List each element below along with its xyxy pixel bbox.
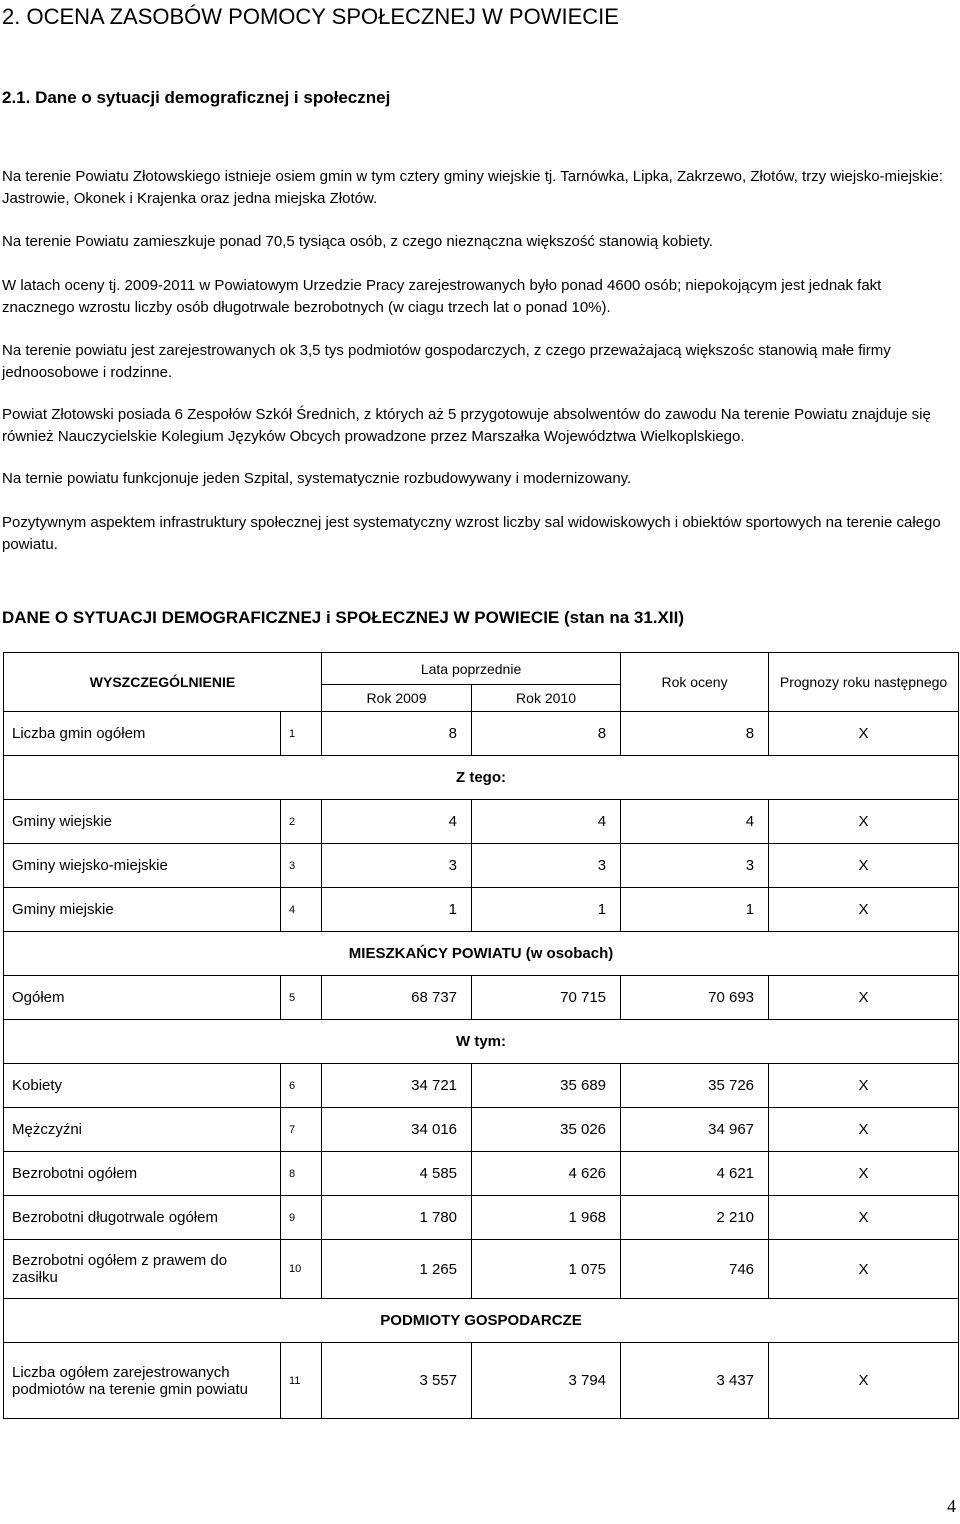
row-index: 9 [281, 1196, 322, 1240]
row-label: Mężczyźni [4, 1108, 281, 1152]
value-2009: 1 265 [322, 1240, 472, 1299]
table-title: DANE O SYTUACJI DEMOGRAFICZNEJ i SPOŁECZNEJ W POWIECIE (stan na 31.XII) [2, 608, 684, 627]
table-row [4, 1152, 959, 1196]
row-label: Liczba gmin ogółem [4, 712, 281, 756]
paragraph-schools: Powiat Złotowski posiada 6 Zespołów Szkół Średnich, z których aż 5 przygotowuje absolwentów do zawodu Na terenie Powiatu znajduje się również Nauczycielskie Kolegium Języków Obcych prowadzone przez Marszałka Województwa Wielkoplskiego. [2, 406, 931, 445]
section-row-z-tego: Z tego: [4, 756, 959, 800]
value-2010: 70 715 [472, 976, 621, 1020]
value-forecast: X [769, 844, 959, 888]
value-2010: 3 [472, 844, 621, 888]
value-current: 4 [621, 800, 769, 844]
value-forecast: X [769, 800, 959, 844]
table-row [4, 888, 959, 932]
paragraph-gminy: Na terenie Powiatu Złotowskiego istnieje osiem gmin w tym cztery gminy wiejskie tj. Tarnówka, Lipka, Zakrzewo, Złotów, trzy wiejsko-miejskie: Jastrowie, Okonek i Krajenka oraz jedna miejska Złotów. [2, 168, 943, 207]
value-2009: 68 737 [322, 976, 472, 1020]
paragraph-hospital: Na ternie powiatu funkcjonuje jeden Szpital, systematycznie rozbudowywany i modernizowany. [2, 470, 632, 487]
value-forecast: X [769, 1152, 959, 1196]
value-current: 4 621 [621, 1152, 769, 1196]
row-label: Liczba ogółem zarejestrowanych podmiotów na terenie gmin powiatu [4, 1343, 281, 1419]
value-current: 3 [621, 844, 769, 888]
row-index: 8 [281, 1152, 322, 1196]
table-row [4, 1064, 959, 1108]
header-year-2010: Rok 2010 [472, 685, 621, 712]
section-row-w-tym: W tym: [4, 1020, 959, 1064]
value-2010: 4 [472, 800, 621, 844]
value-forecast: X [769, 1240, 959, 1299]
row-label: Gminy wiejskie [4, 800, 281, 844]
value-forecast: X [769, 1108, 959, 1152]
page-number: 4 [947, 1496, 956, 1516]
table-row [4, 1196, 959, 1240]
value-2009: 4 [322, 800, 472, 844]
value-forecast: X [769, 1196, 959, 1240]
table-row [4, 976, 959, 1020]
row-label: Bezrobotni ogółem z prawem do zasiłku [4, 1240, 281, 1299]
row-index: 7 [281, 1108, 322, 1152]
value-current: 34 967 [621, 1108, 769, 1152]
value-2010: 1 075 [472, 1240, 621, 1299]
paragraph-unemployment: W latach oceny tj. 2009-2011 w Powiatowym Urzedzie Pracy zarejestrowanych było ponad 4600 osób; niepokojącym jest jednak fakt znacznego wzrostu liczby osób długotrwale bezrobotnych (w ciagu trzech lat o ponad 10%). [2, 277, 882, 316]
value-2009: 3 [322, 844, 472, 888]
value-current: 3 437 [621, 1343, 769, 1419]
table-row [4, 1108, 959, 1152]
value-current: 2 210 [621, 1196, 769, 1240]
value-2010: 8 [472, 712, 621, 756]
section-row-podmioty: PODMIOTY GOSPODARCZE [4, 1299, 959, 1343]
value-2009: 1 [322, 888, 472, 932]
value-2010: 1 [472, 888, 621, 932]
value-forecast: X [769, 976, 959, 1020]
row-label: Gminy wiejsko-miejskie [4, 844, 281, 888]
value-2010: 1 968 [472, 1196, 621, 1240]
header-prev-years: Lata poprzednie [322, 653, 621, 685]
value-2010: 35 689 [472, 1064, 621, 1108]
table-row [4, 844, 959, 888]
row-index: 1 [281, 712, 322, 756]
row-index: 6 [281, 1064, 322, 1108]
paragraph-businesses: Na terenie powiatu jest zarejestrowanych ok 3,5 tys podmiotów gospodarczych, z czego przeważajacą większośc stanowią małe firmy jednoosobowe i rodzinne. [2, 342, 891, 381]
value-2010: 4 626 [472, 1152, 621, 1196]
value-2009: 4 585 [322, 1152, 472, 1196]
header-year-2009: Rok 2009 [322, 685, 472, 712]
value-2010: 3 794 [472, 1343, 621, 1419]
section-row-mieszkancy: MIESZKAŃCY POWIATU (w osobach) [4, 932, 959, 976]
value-forecast: X [769, 1064, 959, 1108]
header-forecast: Prognozy roku następnego [769, 653, 959, 712]
row-index: 5 [281, 976, 322, 1020]
section-heading: 2. OCENA ZASOBÓW POMOCY SPOŁECZNEJ W POWIECIE [2, 4, 619, 29]
row-index: 3 [281, 844, 322, 888]
value-2009: 1 780 [322, 1196, 472, 1240]
row-label: Kobiety [4, 1064, 281, 1108]
value-2010: 35 026 [472, 1108, 621, 1152]
value-current: 8 [621, 712, 769, 756]
table-row [4, 1240, 959, 1299]
table-row [4, 712, 959, 756]
paragraph-infrastructure: Pozytywnym aspektem infrastruktury społecznej jest systematyczny wzrost liczby sal widowiskowych i obiektów sportowych na terenie całego powiatu. [2, 514, 941, 553]
value-current: 746 [621, 1240, 769, 1299]
header-current-year: Rok oceny [621, 653, 769, 712]
row-label: Bezrobotni długotrwale ogółem [4, 1196, 281, 1240]
value-2009: 8 [322, 712, 472, 756]
row-index: 4 [281, 888, 322, 932]
value-2009: 34 016 [322, 1108, 472, 1152]
value-current: 1 [621, 888, 769, 932]
row-index: 10 [281, 1240, 322, 1299]
paragraph-population: Na terenie Powiatu zamieszkuje ponad 70,5 tysiąca osób, z czego nieznączna większość stanowią kobiety. [2, 233, 713, 250]
demographic-table [3, 652, 959, 1419]
row-label: Gminy miejskie [4, 888, 281, 932]
subsection-heading: 2.1. Dane o sytuacji demograficznej i społecznej [2, 88, 391, 107]
row-index: 11 [281, 1343, 322, 1419]
value-forecast: X [769, 1343, 959, 1419]
value-2009: 34 721 [322, 1064, 472, 1108]
value-current: 70 693 [621, 976, 769, 1020]
header-wyszczegolnienie: WYSZCZEGÓLNIENIE [4, 653, 322, 712]
row-label: Ogółem [4, 976, 281, 1020]
row-index: 2 [281, 800, 322, 844]
value-forecast: X [769, 888, 959, 932]
table-row [4, 1343, 959, 1419]
table-row [4, 800, 959, 844]
value-forecast: X [769, 712, 959, 756]
value-2009: 3 557 [322, 1343, 472, 1419]
row-label: Bezrobotni ogółem [4, 1152, 281, 1196]
value-current: 35 726 [621, 1064, 769, 1108]
